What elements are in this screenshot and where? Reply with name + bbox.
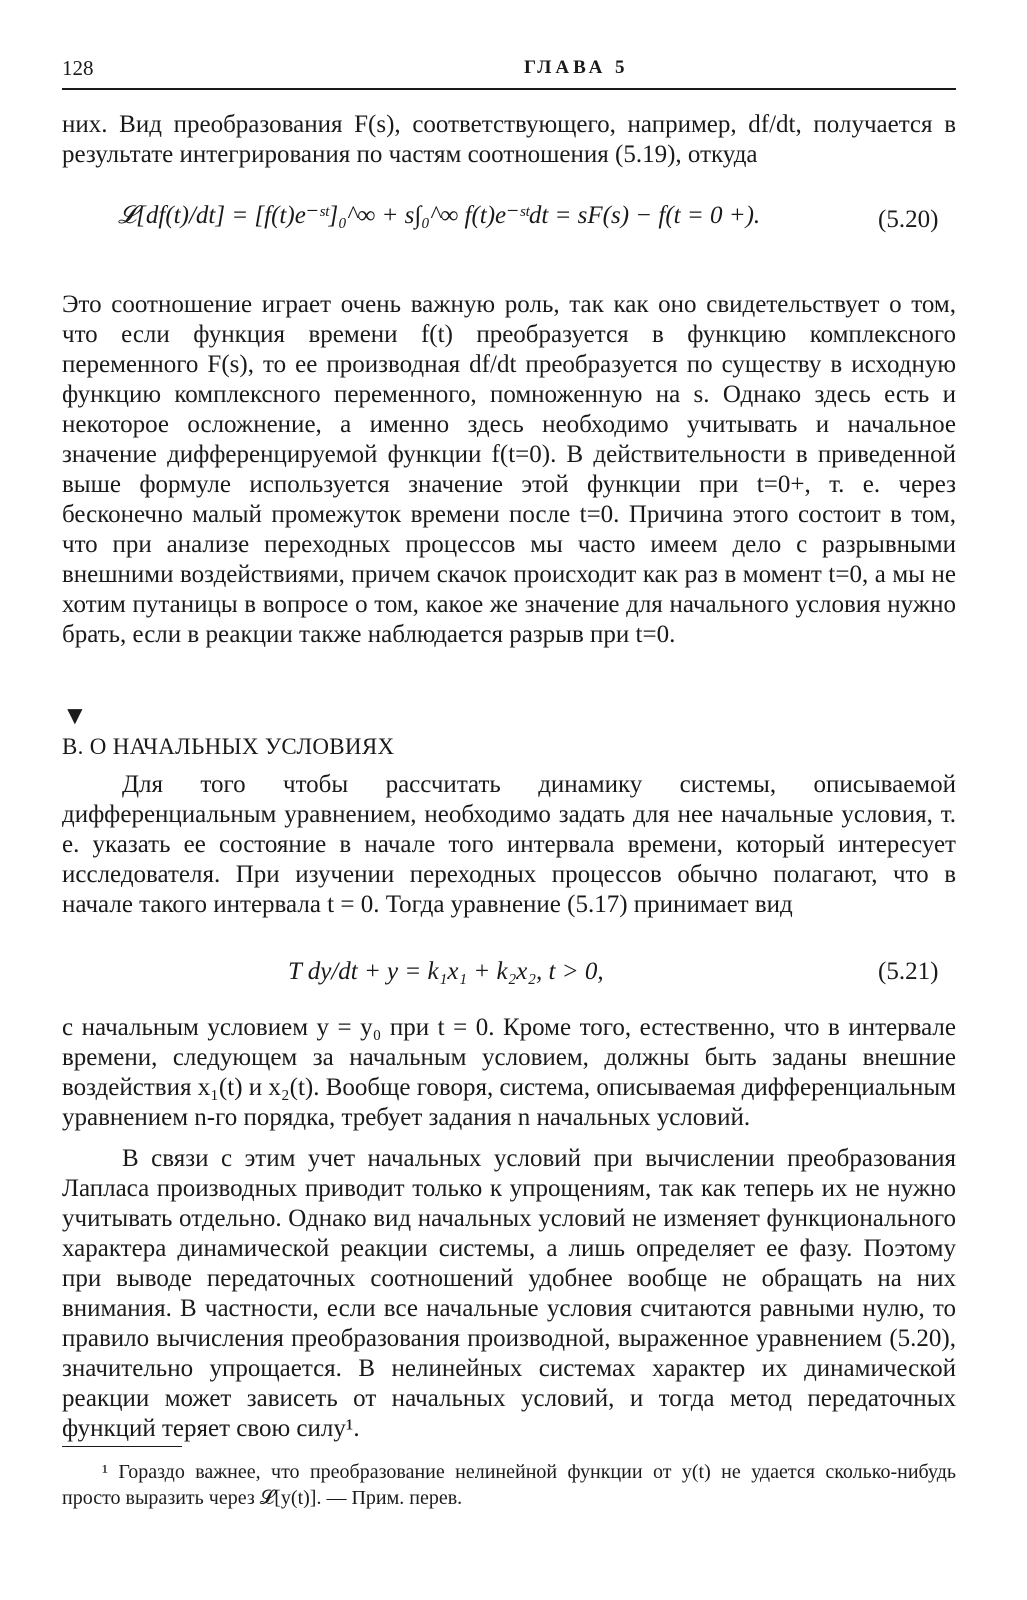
- equation-number-5-21: (5.21): [878, 958, 939, 985]
- section-marker-icon: ▼: [62, 701, 88, 730]
- footnote-divider: [62, 1446, 182, 1447]
- chapter-title: ГЛАВА 5: [524, 57, 629, 78]
- paragraph-initial-condition-y0: с начальным условием y = y₀ при t = 0. Кроме того, естественно, что в интервале времени, следующем за начальным условием, должны быть заданы внешние воздействия x₁(t) и x₂(t). Вообще говоря, система, описываемая дифференциальным уравнением n-го порядка, требует задания n начальных условий.: [62, 1014, 956, 1131]
- equation-5-20: 𝓛[df(t)/dt] = [f(t)e⁻ˢᵗ]₀^∞ + s∫₀^∞ f(t)e⁻ˢᵗdt = sF(s) − f(t = 0 +).: [118, 202, 761, 229]
- equation-number-5-20: (5.20): [878, 206, 939, 233]
- section-heading: В. О НАЧАЛЬНЫХ УСЛОВИЯХ: [62, 734, 395, 759]
- paragraph-initial-value: Это соотношение играет очень важную роль, так как оно свидетельствует о том, что если функция времени f(t) преобразуется в функцию комплексного переменного F(s), то ее производная df/dt преобразуется по существу в исходную функцию комплексного переменного, помноженную на s. Однако здесь есть и некоторое осложнение, а именно здесь необходимо учитывать и начальное значение дифференцируемой функции f(t=0). В действительности в приведенной выше формуле используется значение этой функции при t=0+, т. е. через бесконечно малый промежуток времени после t=0. Причина этого состоит в том, что при анализе переходных процессов мы часто имеем дело с разрывными внешними воздействиями, причем скачок происходит как раз в момент t=0, а мы не хотим путаницы в вопросе о том, какое же значение для начального условия нужно брать, если в реакции также наблюдается разрыв при t=0.: [62, 291, 956, 648]
- paragraph-intro: них. Вид преобразования F(s), соответствующего, например, df/dt, получается в результате интегрирования по частям соотношения (5.19), откуда: [62, 111, 956, 168]
- paragraph-laplace-simplification: В связи с этим учет начальных условий при вычислении преобразования Лапласа производных приводит только к упрощениям, так как теперь их не нужно учитывать отдельно. Однако вид начальных условий не изменяет функционального характера динамической реакции системы, а лишь определяет ее фазу. Поэтому при выводе передаточных соотношений удобнее вообще не обращать на них внимания. В частности, если все начальные условия считаются равными нулю, то правило вычисления преобразования производной, выраженное уравнением (5.20), значительно упрощается. В нелинейных системах характер их динамической реакции может зависеть от начальных условий, и тогда метод передаточных функций теряет свою силу¹.: [62, 1145, 956, 1442]
- page-header: [62, 48, 956, 90]
- footnote: ¹ Гораздо важнее, что преобразование нелинейной функции от y(t) не удается сколько-нибудь просто выразить через 𝓛[y(t)]. — Прим. перев.: [62, 1461, 956, 1509]
- paragraph-initial-conditions: Для того чтобы рассчитать динамику системы, описываемой дифференциальным уравнением, необходимо задать для нее начальные условия, т. е. указать ее состояние в начале того интервала времени, который интересует исследователя. При изучении переходных процессов обычно полагают, что в начале такого интервала t = 0. Тогда уравнение (5.17) принимает вид: [62, 771, 956, 918]
- equation-5-21: T dy/dt + y = k₁x₁ + k₂x₂, t > 0,: [288, 958, 604, 985]
- page-number: 128: [62, 56, 94, 80]
